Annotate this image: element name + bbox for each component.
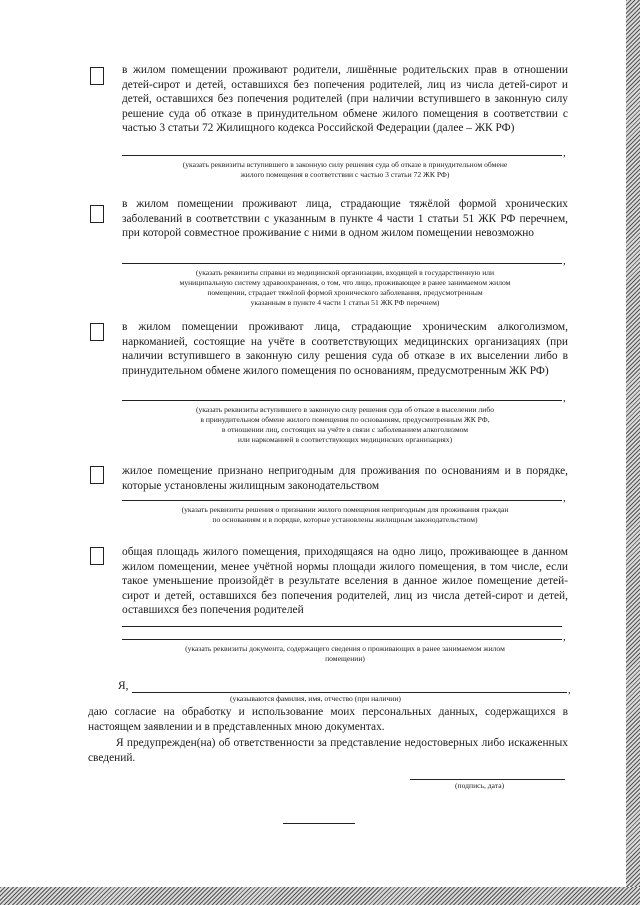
- full-name-input-line[interactable]: [132, 692, 567, 693]
- input-line-court-decision-3[interactable]: [122, 400, 562, 401]
- checkbox-chronic-disease[interactable]: [90, 205, 104, 223]
- comma-3: ,: [563, 392, 566, 404]
- comma-5: ,: [563, 631, 566, 643]
- ya-label: Я,: [118, 680, 129, 692]
- section-living-area-text: общая площадь жилого помещения, приходящаяся на одно лицо, проживающее в данном жилом помещении, менее учётной нормы площади жилого помещения, в том числе, если такое уменьшение произойдёт в результате вселения в данное жилое помещение детей-сирот и детей, оставшихся без попечения родителей, лиц из числа детей-сирот и детей, оставшихся без попечения родителей: [122, 546, 568, 617]
- footer-line: [283, 823, 355, 824]
- input-line-unfit-decision[interactable]: [122, 500, 562, 501]
- note-document: (указать реквизиты документа, содержащего сведения о проживающих в ранее занимаемом жилом помещении): [185, 644, 505, 663]
- section-unfit-housing-text: жилое помещение признано непригодным для проживания по основаниям и в порядке, которые установлены жилищным законодательством: [122, 465, 568, 492]
- warning-text: Я предупрежден(на) об ответственности за представление недостоверных либо искаженных сведений.: [88, 737, 568, 764]
- signature-note: (подпись, дата): [455, 781, 505, 790]
- comma-4: ,: [563, 492, 566, 504]
- comma-1: ,: [563, 147, 566, 159]
- signature-input-line[interactable]: [410, 779, 565, 780]
- input-line-court-decision-1[interactable]: [122, 155, 562, 156]
- comma-2: ,: [563, 255, 566, 267]
- scan-edge-right: [626, 0, 640, 905]
- note-medical-certificate: (указать реквизиты справки из медицинской организации, входящей в государственную или муниципальную систему здравоохранения, о том, что лицо, проживающее в ранее занимаемом жилом помещении, страдает тяжёлой формой хронического заболевания, предусмотренным указанным в пункте 4 части 1 статьи 51 ЖК РФ перечнем): [179, 268, 511, 307]
- note-unfit-decision: (указать реквизиты решения о признании жилого помещения непригодным для проживания граждан по основаниям и в порядке, которые установлены жилищным законодательством): [181, 505, 509, 524]
- input-line-document-2[interactable]: [122, 639, 562, 640]
- scan-edge-bottom: [0, 887, 640, 905]
- section-parents-deprived-text: в жилом помещении проживают родители, лишённые родительских прав в отношении детей-сирот и детей, оставшихся без попечения родителей, лиц из числа детей-сирот и детей, оставшихся без попечения родителей (при наличии вступившего в законную силу решение суда об отказе в принудительном обмене жилого помещения в соответствии с частью 3 статьи 72 Жилищного кодекса Российской Федерации (далее – ЖК РФ): [122, 64, 568, 135]
- full-name-note: (указываются фамилия, имя, отчество (при наличии): [230, 694, 401, 703]
- checkbox-unfit-housing[interactable]: [90, 466, 104, 484]
- section-chronic-disease-text: в жилом помещении проживают лица, страдающие тяжёлой формой хронических заболеваний в соответствии с указанным в пункте 4 части 1 статьи 51 ЖК РФ перечнем, при которой совместное проживание с ними в одном жилом помещении невозможно: [122, 198, 568, 240]
- comma-6: ,: [568, 684, 571, 696]
- checkbox-parents-deprived[interactable]: [90, 67, 104, 85]
- checkbox-living-area[interactable]: [90, 547, 104, 565]
- checkbox-alcoholism[interactable]: [90, 323, 104, 341]
- input-line-medical-certificate[interactable]: [122, 263, 562, 264]
- section-alcoholism-text: в жилом помещении проживают лица, страдающие хроническим алкоголизмом, наркоманией, состоящие на учёте в соответствующих медицинских организациях (при наличии вступившего в законную силу решения суда об отказе в их выселении либо в принудительном обмене жилого помещения по основаниям, предусмотренным ЖК РФ): [122, 321, 568, 377]
- consent-text: даю согласие на обработку и использование моих персональных данных, содержащихся в настоящем заявлении и в представленных мною документах.: [88, 706, 568, 733]
- note-court-decision-1: (указать реквизиты вступившего в законную силу решения суда об отказе в принудительном обмене жилого помещения в соответствии с частью 3 статьи 72 ЖК РФ): [182, 160, 508, 179]
- note-court-decision-3: (указать реквизиты вступившего в законную силу решения суда об отказе в выселении либо в принудительном обмене жилого помещения по основаниям, предусмотренным ЖК РФ, в отношении лиц, состоящих на учёте в связи с заболеванием алкоголизмом или наркоманией в соответствующих медицинских организациях): [195, 405, 495, 444]
- input-line-document-1[interactable]: [122, 626, 562, 627]
